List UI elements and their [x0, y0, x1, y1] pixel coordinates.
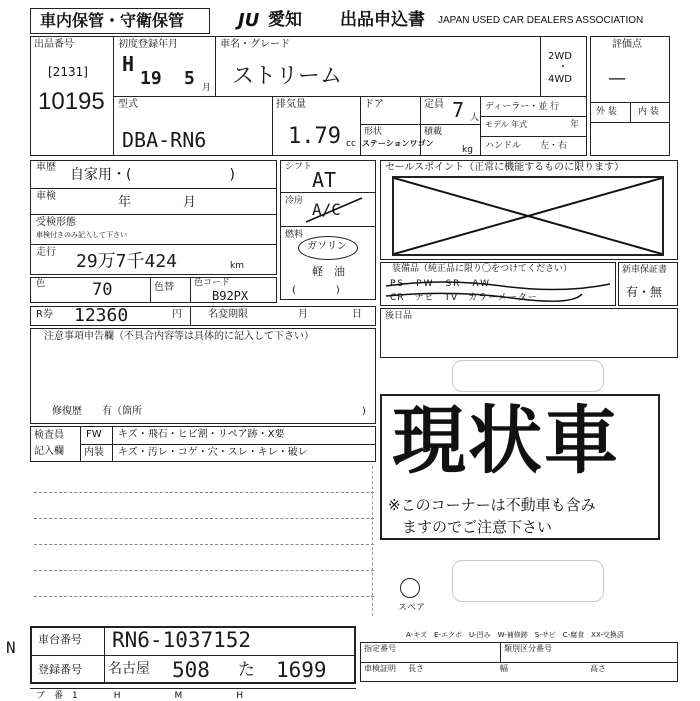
name-change-month: 月	[298, 309, 308, 320]
recycle-label: R券	[36, 309, 53, 320]
repaint-label: 色替	[154, 282, 174, 293]
plate-class: 508	[172, 658, 210, 682]
shape-label: 形状	[364, 127, 383, 137]
vehicle-name: ストリーム	[232, 64, 343, 89]
equipment-row2: CR ナビ TV カラーメーター	[390, 293, 538, 303]
length-label: 長さ	[408, 664, 424, 673]
exterior-label: 外 装	[596, 107, 617, 117]
chassis-label: 車台番号	[38, 633, 82, 646]
recycle-unit: 円	[172, 309, 182, 320]
model-value: DBA-RN6	[122, 128, 207, 152]
cooler-label: 冷房	[285, 196, 304, 206]
plate-kana: た	[238, 660, 255, 680]
plate-label: 登録番号	[38, 663, 82, 676]
write-line-5	[34, 596, 374, 597]
int-label: 内装	[84, 447, 104, 458]
mileage-unit: km	[230, 261, 244, 271]
shift-value: AT	[312, 168, 337, 192]
chassis-value: RN6-1037152	[112, 628, 252, 652]
sales-points-label: セールスポイント（正常に機能するものに限ります）	[385, 162, 625, 173]
lot-label: 出品番号	[34, 39, 74, 50]
repair-close: )	[362, 406, 366, 417]
drive-2wd: 2WD	[548, 51, 572, 62]
cooler-value: A/C	[312, 200, 341, 219]
fuel-paren: ( )	[292, 285, 340, 296]
warranty-value: 有・無	[626, 285, 663, 299]
name-change-label: 名変期限	[208, 309, 248, 320]
fw-items: キズ・飛石・ヒビ割・リペア跡・X要	[118, 429, 285, 440]
inspection-label: 車検	[36, 191, 56, 202]
fw-label: FW	[86, 429, 102, 440]
car-diagram-rear	[452, 560, 604, 602]
model-label: 型式	[118, 99, 138, 110]
warranty-label: 新車保証書	[622, 265, 668, 275]
write-line-4	[34, 570, 374, 571]
repair-label: 修復歴 有（箇所	[52, 406, 142, 417]
spare-circle	[400, 578, 420, 598]
mileage-value: 29万7千424	[76, 251, 178, 272]
load-unit: kg	[462, 145, 473, 155]
write-line-1	[34, 492, 374, 493]
model-year-label: モデル 年式	[485, 120, 528, 129]
lot-code: [2131]	[48, 65, 88, 79]
evaluation-value: —	[608, 68, 626, 89]
notes-label: 注意事項申告欄（不具合内容等は具体的に記入して下さい）	[44, 331, 314, 342]
receive-label: 受検形態	[36, 217, 76, 228]
registration-month-unit: 月	[202, 83, 212, 93]
damage-legend: A-キズ E-エクボ U-凹み W-補修跡 S-サビ C-腐食 XX-交換済	[406, 631, 624, 639]
spare-label: スペア	[398, 603, 426, 613]
cert-label: 車検証明	[364, 664, 396, 673]
history-label: 車歴	[36, 162, 56, 173]
equipment-strikes	[382, 276, 614, 304]
drive-4wd: 4WD	[548, 74, 572, 85]
logo-region: 愛知	[268, 10, 302, 30]
ju-logo: JU	[238, 10, 260, 31]
notice-line1: ※このコーナーは不動車も含み	[388, 496, 596, 514]
notice-line2: ますのでご注意下さい	[402, 518, 553, 536]
margin-mark: N	[6, 638, 16, 657]
displacement-unit: cc	[346, 139, 356, 149]
write-line-2	[34, 518, 374, 519]
recycle-value: 12360	[74, 305, 129, 326]
write-line-3	[34, 544, 374, 545]
fuel-diesel: 軽 油	[312, 265, 345, 278]
registration-era: H	[122, 52, 135, 76]
inspector-label1: 検査員	[34, 430, 64, 441]
plate-number: 1699	[276, 658, 327, 682]
rear-items-label: 後日品	[385, 311, 413, 321]
int-items: キズ・汚レ・コゲ・穴・スレ・キレ・破レ	[118, 447, 308, 458]
mileage-label: 走行	[36, 247, 56, 258]
shift-label: シフト	[285, 162, 313, 172]
displacement-label: 排気量	[276, 99, 306, 110]
doc-label-1: 指定番号	[364, 644, 396, 653]
dealer-label: ディーラー・並 行	[485, 102, 560, 112]
load-label: 積載	[424, 127, 443, 137]
lot-number: 10195	[38, 88, 105, 115]
capacity-value: 7	[452, 98, 465, 122]
doors-label: ドア	[364, 99, 384, 110]
receive-note: 車検付きのみ記入して下さい	[36, 231, 127, 239]
notice-stamp: 現状車	[392, 398, 620, 484]
name-change-day: 日	[352, 309, 362, 320]
storage-label: 車内保管・守衛保管	[40, 11, 185, 30]
capacity-label: 定員	[424, 99, 444, 110]
height-label: 高さ	[590, 664, 606, 673]
width-label: 幅	[500, 664, 508, 673]
drive-dot: ・	[558, 62, 568, 73]
interior-label: 内 装	[638, 107, 659, 117]
doc-label-2: 類別区分番号	[504, 644, 552, 653]
displacement-value: 1.79	[288, 124, 341, 149]
car-diagram-front	[452, 360, 604, 392]
model-year-unit: 年	[570, 120, 580, 130]
evaluation-box	[590, 36, 670, 156]
registration-month: 5	[184, 68, 195, 89]
capacity-unit: 人	[470, 113, 480, 123]
sales-points-crossout	[392, 176, 664, 256]
color-code-label: 色コード	[194, 278, 231, 288]
equipment-label: 装備品（純正品に限り〇をつけてください）	[392, 264, 573, 274]
fuel-gasoline: ガソリン	[307, 241, 347, 252]
vehicle-name-label: 車名・グレード	[220, 39, 290, 50]
plate-region: 名古屋	[108, 661, 150, 677]
color-value: 70	[92, 280, 113, 300]
form-title: 出品申込書	[340, 10, 425, 30]
handle-label: ハンドル	[485, 141, 522, 151]
handle-options: 左・右	[540, 141, 568, 151]
registration-year: 19	[140, 68, 162, 89]
inspection-value: 年 月	[118, 195, 197, 210]
shape-value: ステーションワゴン	[362, 139, 434, 148]
registration-label: 初度登録年月	[118, 39, 178, 50]
equipment-row1: PS PW SR AW	[390, 279, 491, 289]
cooler-strike	[304, 196, 364, 224]
evaluation-label: 評価点	[612, 39, 642, 50]
history-value: 自家用・( )	[70, 167, 235, 183]
color-label: 色	[36, 279, 46, 289]
color-code-value: B92PX	[212, 289, 249, 303]
association-name: JAPAN USED CAR DEALERS ASSOCIATION	[438, 15, 644, 26]
fuel-label: 燃料	[285, 230, 304, 240]
footer-cut-text: ブ 番 1 H M H	[36, 691, 244, 701]
rear-items-box	[380, 308, 678, 358]
inspector-label2: 記入欄	[34, 446, 64, 457]
